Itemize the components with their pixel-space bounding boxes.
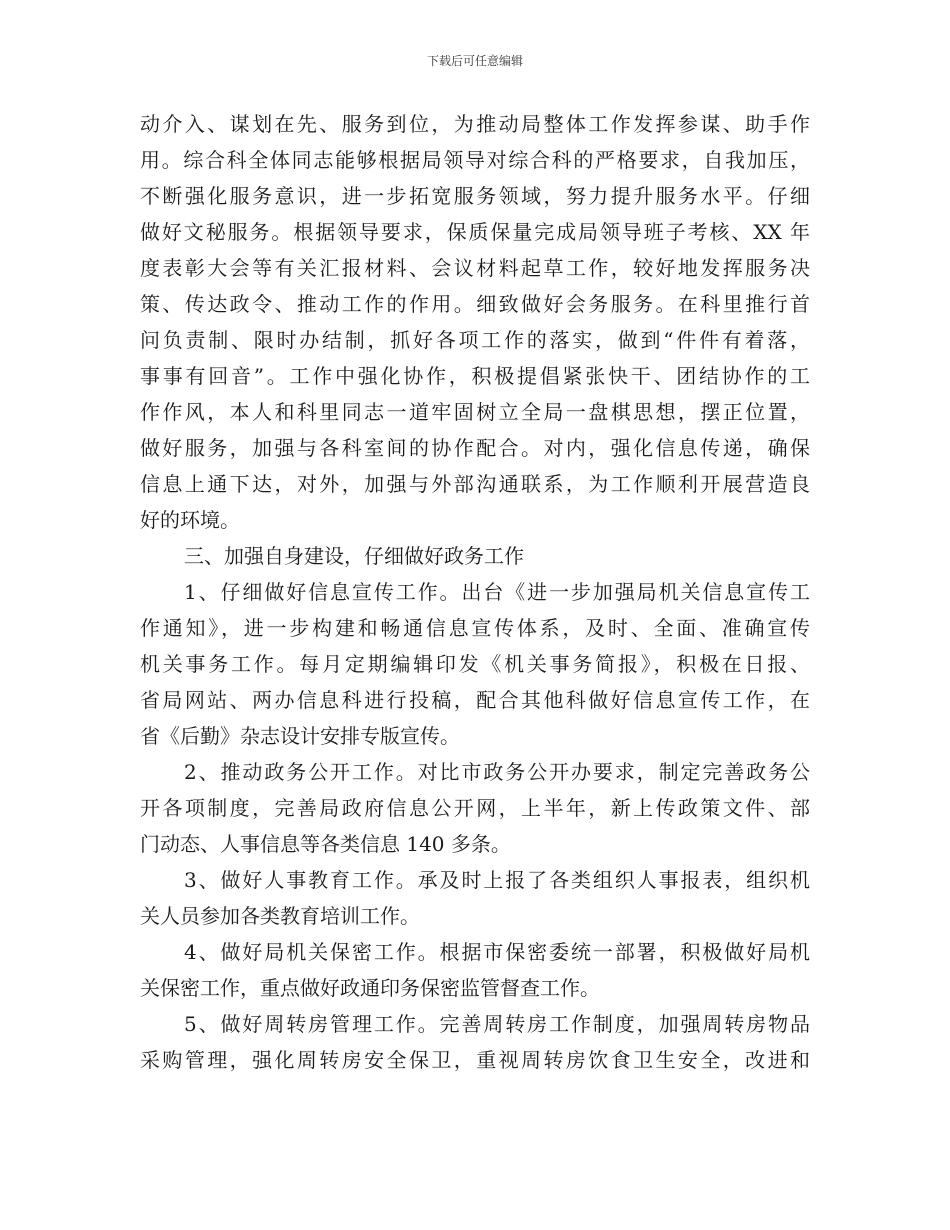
text-line: 问负责制、限时办结制，抓好各项工作的落实，做到“件件有着落， (140, 328, 810, 352)
text-line: 信息上通下达，对外，加强与外部沟通联系，为工作顺利开展营造良 (140, 472, 810, 496)
text-line: 用。综合科全体同志能够根据局领导对综合科的严格要求，自我加压， (140, 148, 810, 172)
document-body (140, 106, 810, 1078)
text-line: 4、做好局机关保密工作。根据市保密委统一部署，积极做好局机 (184, 940, 810, 964)
text-line: 事事有回音”。工作中强化协作，积极提倡紧张快干、团结协作的工 (140, 364, 810, 388)
text-line: 关人员参加各类教育培训工作。 (140, 904, 420, 928)
text-line: 好的环境。 (140, 508, 240, 532)
text-line: 作通知》，进一步构建和畅通信息宣传体系，及时、全面、准确宣传 (140, 616, 810, 640)
page-header-note: 下载后可任意编辑 (426, 54, 523, 68)
text-line: 门动态、人事信息等各类信息 140 多条。 (140, 832, 511, 856)
section-heading: 三、加强自身建设，仔细做好政务工作 (184, 544, 524, 568)
text-line: 5、做好周转房管理工作。完善周转房工作制度，加强周转房物品 (184, 1012, 810, 1036)
text-line: 省《后勤》杂志设计安排专版宣传。 (140, 724, 460, 748)
text-line: 度表彰大会等有关汇报材料、会议材料起草工作，较好地发挥服务决 (140, 256, 810, 280)
text-line: 做好文秘服务。根据领导要求，保质保量完成局领导班子考核、XX 年 (140, 220, 810, 244)
text-line: 不断强化服务意识，进一步拓宽服务领域，努力提升服务水平。仔细 (140, 184, 810, 208)
text-line: 作作风，本人和科里同志一道牢固树立全局一盘棋思想，摆正位置， (140, 400, 810, 424)
text-line: 省局网站、两办信息科进行投稿，配合其他科做好信息宣传工作，在 (140, 688, 810, 712)
text-line: 做好服务，加强与各科室间的协作配合。对内，强化信息传递，确保 (140, 436, 810, 460)
text-line: 机关事务工作。每月定期编辑印发《机关事务简报》，积极在日报、 (140, 652, 810, 676)
text-line: 1、仔细做好信息宣传工作。出台《进一步加强局机关信息宣传工 (184, 580, 810, 604)
text-line: 策、传达政令、推动工作的作用。细致做好会务服务。在科里推行首 (140, 292, 810, 316)
text-line: 开各项制度，完善局政府信息公开网，上半年，新上传政策文件、部 (140, 796, 810, 820)
text-line: 3、做好人事教育工作。承及时上报了各类组织人事报表，组织机 (184, 868, 810, 892)
text-line: 动介入、谋划在先、服务到位，为推动局整体工作发挥参谋、助手作 (140, 112, 810, 136)
text-line: 采购管理，强化周转房安全保卫，重视周转房饮食卫生安全，改进和 (140, 1048, 810, 1072)
text-line: 2、推动政务公开工作。对比市政务公开办要求，制定完善政务公 (184, 760, 810, 784)
text-line: 关保密工作，重点做好政通印务保密监管督查工作。 (140, 976, 600, 1000)
